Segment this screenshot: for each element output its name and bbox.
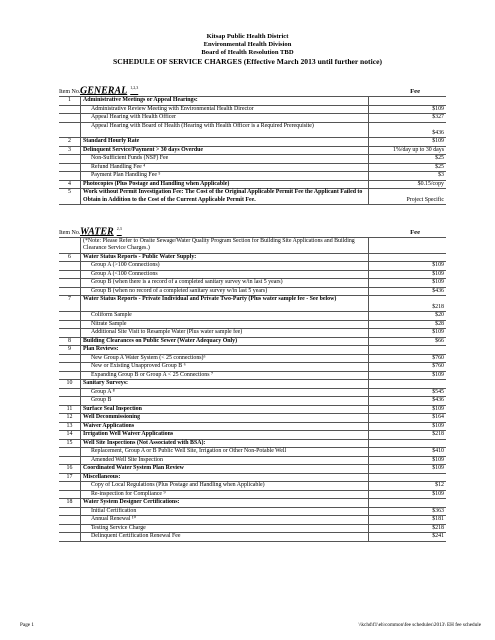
item-number-cell <box>59 371 81 380</box>
item-number-cell: 9 <box>59 346 81 355</box>
table-row <box>59 114 446 123</box>
fee-cell <box>369 346 447 355</box>
table-row <box>59 122 446 138</box>
description-cell: Delinquent Certification Renewal Fee <box>81 533 369 542</box>
item-number-cell <box>59 279 81 288</box>
fee-cell: $109 <box>369 405 447 414</box>
table-row <box>59 490 446 499</box>
item-number-cell: 4 <box>59 180 81 189</box>
table-row <box>59 312 446 321</box>
fee-cell: $545 <box>369 388 447 397</box>
description-cell: Water Status Reports - Public Water Supply: <box>81 253 369 262</box>
description-cell: Group A ⁸ <box>81 388 369 397</box>
fee-cell: $241 <box>369 533 447 542</box>
file-path: \\kchd\f1\eh\common\fee schedules\2013\ EH fee schedule <box>358 622 481 628</box>
fee-cell: $109 <box>369 329 447 338</box>
description-cell: Copy of Local Regulations (Plus Postage and Handling when Applicable) <box>81 482 369 491</box>
fee-cell: $109 <box>369 490 447 499</box>
table-row <box>59 253 446 262</box>
water-fee-table <box>59 237 446 542</box>
description-cell: Work without Permit Investigation Fee: The Cost of the Original Applicable Permit Fee the Applicant Failed to Obtain in Addition to the Cost of the Current Applicable Permit Fee. <box>81 189 369 205</box>
description-cell: Initial Certification <box>81 507 369 516</box>
description-cell: Irrigation Well Waiver Applications <box>81 431 369 440</box>
table-row <box>59 163 446 172</box>
table-row <box>59 524 446 533</box>
table-row <box>59 414 446 423</box>
description-cell: Group A (>100 Connections) <box>81 262 369 271</box>
description-cell: Expanding Group B or Group A < 25 Connections ⁷ <box>81 371 369 380</box>
description-cell: Miscellaneous: <box>81 473 369 482</box>
table-row <box>59 397 446 406</box>
description-cell: Waiver Applications <box>81 422 369 431</box>
item-number-cell: 2 <box>59 138 81 147</box>
item-number-cell <box>59 490 81 499</box>
fee-cell: $20 <box>369 312 447 321</box>
table-row <box>59 262 446 271</box>
description-cell: Group B (when there is a record of a completed sanitary survey w/in last 5 years) <box>81 279 369 288</box>
table-row <box>59 516 446 525</box>
table-row <box>59 473 446 482</box>
table-row <box>59 279 446 288</box>
table-row <box>59 371 446 380</box>
item-number-cell <box>59 320 81 329</box>
item-number-cell <box>59 533 81 542</box>
page-number: Page 1 <box>20 622 34 628</box>
fee-cell: $109 <box>369 371 447 380</box>
fee-cell: $3 <box>369 172 447 181</box>
fee-cell: $109 <box>369 270 447 279</box>
fee-cell: $436 <box>369 122 447 138</box>
table-row <box>59 270 446 279</box>
table-row <box>59 346 446 355</box>
table-row <box>59 405 446 414</box>
item-number-cell: 12 <box>59 414 81 423</box>
fee-cell: $109 <box>369 456 447 465</box>
fee-cell: $436 <box>369 397 447 406</box>
description-cell: New Group A Water System (< 25 connections)⁶ <box>81 354 369 363</box>
fee-cell: $218 <box>369 524 447 533</box>
description-cell: Nitrate Sample <box>81 320 369 329</box>
fee-cell: $66 <box>369 337 447 346</box>
fee-cell <box>369 439 447 448</box>
item-number-cell: 18 <box>59 499 81 508</box>
description-cell: Additional Site Visit to Resample Water (Plus water sample fee) <box>81 329 369 338</box>
description-cell: Replacement, Group A or B Public Well Site, Irrigation or Other Non-Potable Well <box>81 448 369 457</box>
fee-cell: $109 <box>369 105 447 114</box>
description-cell: (*Note: Please Refer to Onsite Sewage/Water Quality Program Section for Building Site Applications and Building Clearance Service Charges.) <box>81 238 369 254</box>
table-row <box>59 287 446 296</box>
item-number-cell: 10 <box>59 380 81 389</box>
description-cell: Group A (<100 Connections <box>81 270 369 279</box>
description-cell: Building Clearances on Public Sewer (Water Adequacy Only) <box>81 337 369 346</box>
item-number-cell: 16 <box>59 465 81 474</box>
item-number-cell <box>59 507 81 516</box>
item-number-cell <box>59 363 81 372</box>
table-row <box>59 155 446 164</box>
table-row <box>59 456 446 465</box>
table-row <box>59 482 446 491</box>
table-row <box>59 448 446 457</box>
general-fee-table <box>59 96 446 205</box>
item-number-cell <box>59 238 81 254</box>
item-number-cell <box>59 163 81 172</box>
table-row <box>59 363 446 372</box>
fee-cell <box>369 380 447 389</box>
description-cell: Re-inspection for Compliance ⁹ <box>81 490 369 499</box>
fee-cell: $25 <box>369 163 447 172</box>
table-row <box>59 105 446 114</box>
table-row <box>59 296 446 312</box>
fee-cell: $109 <box>369 279 447 288</box>
description-cell: Administrative Meetings or Appeal Hearings: <box>81 97 369 106</box>
table-row <box>59 180 446 189</box>
fee-cell <box>369 473 447 482</box>
fee-cell: $164 <box>369 414 447 423</box>
item-no-label: Item No. <box>59 89 81 95</box>
table-row <box>59 465 446 474</box>
description-cell: Appeal Hearing with Health Officer <box>81 114 369 123</box>
description-cell: Well Site Inspections (Not Associated with BSA): <box>81 439 369 448</box>
fee-cell <box>369 97 447 106</box>
item-number-cell <box>59 172 81 181</box>
description-cell: Group B (when no record of a completed sanitary survey w/in last 5 years) <box>81 287 369 296</box>
description-cell: Photocopies (Plus Postage and Handling when Applicable) <box>81 180 369 189</box>
item-number-cell <box>59 312 81 321</box>
table-row <box>59 431 446 440</box>
item-number-cell: 1 <box>59 97 81 106</box>
item-number-cell <box>59 155 81 164</box>
item-number-cell: 6 <box>59 253 81 262</box>
fee-cell: $28 <box>369 320 447 329</box>
item-number-cell: 14 <box>59 431 81 440</box>
item-number-cell: 5 <box>59 189 81 205</box>
fee-cell: $218 <box>369 296 447 312</box>
fee-cell: $109 <box>369 422 447 431</box>
description-cell: New or Existing Unapproved Group B ⁶ <box>81 363 369 372</box>
table-row <box>59 380 446 389</box>
table-row <box>59 533 446 542</box>
description-cell: Annual Renewal ¹⁰ <box>81 516 369 525</box>
item-number-cell <box>59 516 81 525</box>
table-row <box>59 337 446 346</box>
header-line-1: Kitsap Public Health District <box>206 33 289 40</box>
item-number-cell <box>59 270 81 279</box>
description-cell: Administrative Review Meeting with Environmental Health Director <box>81 105 369 114</box>
fee-cell: $436 <box>369 287 447 296</box>
item-number-cell <box>59 105 81 114</box>
table-row <box>59 146 446 155</box>
document-title: SCHEDULE OF SERVICE CHARGES (Effective March 2013 until further notice) <box>113 57 382 66</box>
item-number-cell <box>59 287 81 296</box>
fee-cell: $12 <box>369 482 447 491</box>
item-number-cell <box>59 388 81 397</box>
table-row <box>59 499 446 508</box>
item-number-cell <box>59 448 81 457</box>
item-number-cell <box>59 482 81 491</box>
table-row <box>59 138 446 147</box>
fee-cell <box>369 238 447 254</box>
description-cell: Payment Plan Handling Fee ⁵ <box>81 172 369 181</box>
item-number-cell <box>59 354 81 363</box>
description-cell: Amended Well Site Inspection <box>81 456 369 465</box>
item-number-cell: 7 <box>59 296 81 312</box>
table-row <box>59 97 446 106</box>
description-cell: Refund Handling Fee ⁴ <box>81 163 369 172</box>
water-section-header <box>59 221 440 237</box>
item-no-label: Item No. <box>59 230 81 236</box>
table-row <box>59 320 446 329</box>
item-number-cell <box>59 329 81 338</box>
description-cell: Non-Sufficient Funds (NSF) Fee <box>81 155 369 164</box>
fee-cell: Project Specific <box>369 189 447 205</box>
description-cell: Testing Service Charge <box>81 524 369 533</box>
item-number-cell <box>59 114 81 123</box>
table-row <box>59 172 446 181</box>
description-cell: Group B <box>81 397 369 406</box>
item-number-cell: 13 <box>59 422 81 431</box>
item-number-cell <box>59 524 81 533</box>
description-cell: Coordinated Water System Plan Review <box>81 465 369 474</box>
item-number-cell: 3 <box>59 146 81 155</box>
description-cell: Delinquent Service/Payment > 30 days Overdue <box>81 146 369 155</box>
table-row <box>59 354 446 363</box>
item-number-cell <box>59 397 81 406</box>
item-number-cell: 11 <box>59 405 81 414</box>
header-line-2: Environmental Health Division <box>203 41 292 48</box>
description-cell: Well Decommissioning <box>81 414 369 423</box>
general-section-header <box>59 80 440 96</box>
fee-cell: $760 <box>369 354 447 363</box>
item-number-cell <box>59 262 81 271</box>
item-number-cell: 8 <box>59 337 81 346</box>
item-number-cell <box>59 456 81 465</box>
table-row <box>59 238 446 254</box>
fee-cell: $0.15/copy <box>369 180 447 189</box>
table-row <box>59 388 446 397</box>
table-row <box>59 507 446 516</box>
table-row <box>59 189 446 205</box>
item-number-cell <box>59 122 81 138</box>
water-section <box>59 221 444 542</box>
fee-cell: $109 <box>369 465 447 474</box>
table-row <box>59 422 446 431</box>
fee-cell: $109 <box>369 262 447 271</box>
description-cell: Water Status Reports - Private Individual and Private Two-Party (Plus water sample fee - See below) <box>81 296 369 312</box>
general-section <box>59 80 444 205</box>
description-cell: Water System Designer Certifications: <box>81 499 369 508</box>
fee-cell: $218 <box>369 431 447 440</box>
fee-column-label: Fee <box>410 88 420 95</box>
water-section-title: WATER $^{2,3}$ <box>80 225 122 237</box>
fee-cell: $363 <box>369 507 447 516</box>
fee-cell <box>369 253 447 262</box>
fee-cell: $760 <box>369 363 447 372</box>
general-section-title: GENERAL $^{1,2,3}$ <box>80 84 139 96</box>
description-cell: Plan Reviews: <box>81 346 369 355</box>
table-row <box>59 439 446 448</box>
fee-cell: $109 <box>369 138 447 147</box>
fee-cell: $181 <box>369 516 447 525</box>
description-cell: Standard Hourly Rate <box>81 138 369 147</box>
description-cell: Appeal Hearing with Board of Health (Hearing with Health Officer is a Required Prerequisite) <box>81 122 369 138</box>
item-number-cell: 17 <box>59 473 81 482</box>
item-number-cell: 15 <box>59 439 81 448</box>
description-cell: Coliform Sample <box>81 312 369 321</box>
header-line-3: Board of Health Resolution TBD <box>201 49 294 56</box>
fee-cell: 1%/day up to 30 days <box>369 146 447 155</box>
fee-column-label: Fee <box>410 229 420 236</box>
table-row <box>59 329 446 338</box>
fee-cell: $410 <box>369 448 447 457</box>
fee-cell: $327 <box>369 114 447 123</box>
description-cell: Surface Seal Inspection <box>81 405 369 414</box>
description-cell: Sanitary Surveys: <box>81 380 369 389</box>
fee-cell <box>369 499 447 508</box>
fee-cell: $25 <box>369 155 447 164</box>
